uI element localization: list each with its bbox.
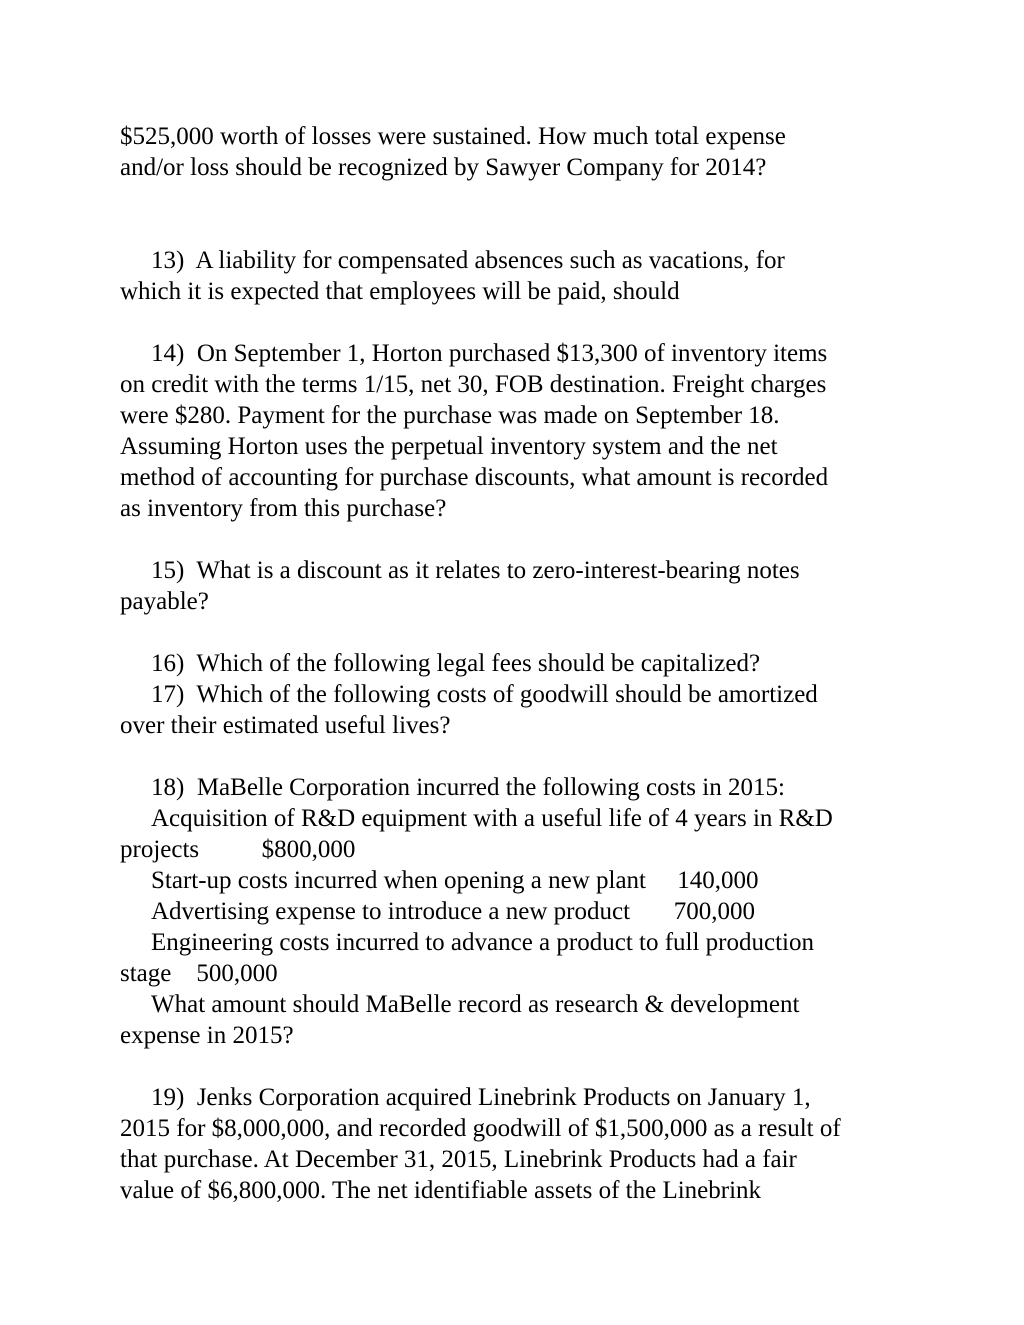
text-line: method of accounting for purchase discounts, what amount is recorded: [120, 464, 829, 491]
question-18: [120, 772, 910, 1051]
question-16: [120, 648, 910, 679]
text-line: that purchase. At December 31, 2015, Linebrink Products had a fair: [120, 1146, 797, 1173]
question-15-text: 15) What is a discount as it relates to zero-interest-bearing notes: [151, 557, 800, 584]
text-line: and/or loss should be recognized by Sawyer Company for 2014?: [120, 154, 767, 181]
text-line: stage 500,000: [120, 960, 278, 987]
question-18-prompt: What amount should MaBelle record as research & development: [151, 991, 800, 1018]
text-line: $525,000 worth of losses were sustained. How much total expense: [120, 123, 786, 150]
text-line: value of $6,800,000. The net identifiable assets of the Linebrink: [120, 1177, 762, 1204]
text-line: as inventory from this purchase?: [120, 495, 447, 522]
question-17: [120, 679, 910, 741]
question-13-text: 13) A liability for compensated absences such as vacations, for: [151, 247, 785, 274]
text-line: which it is expected that employees will be paid, should: [120, 278, 680, 305]
question-19-text: 19) Jenks Corporation acquired Linebrink Products on January 1,: [151, 1084, 811, 1111]
intro-paragraph: [120, 121, 910, 183]
text-line: projects $800,000: [120, 836, 356, 863]
cost-item-startup: Start-up costs incurred when opening a new plant 140,000: [151, 867, 759, 894]
cost-item-rd-equipment: Acquisition of R&D equipment with a useful life of 4 years in R&D: [151, 805, 833, 832]
text-line: were $280. Payment for the purchase was made on September 18.: [120, 402, 780, 429]
question-15: [120, 555, 910, 617]
text-line: payable?: [120, 588, 209, 615]
question-14: [120, 338, 910, 524]
question-14-text: 14) On September 1, Horton purchased $13,300 of inventory items: [151, 340, 828, 367]
text-line: over their estimated useful lives?: [120, 712, 451, 739]
cost-item-engineering: Engineering costs incurred to advance a product to full production: [151, 929, 814, 956]
text-line: expense in 2015?: [120, 1022, 294, 1049]
question-17-text: 17) Which of the following costs of goodwill should be amortized: [151, 681, 818, 708]
question-19: [120, 1082, 910, 1206]
document-body: [120, 121, 910, 1206]
text-line: on credit with the terms 1/15, net 30, FOB destination. Freight charges: [120, 371, 827, 398]
question-18-text: 18) MaBelle Corporation incurred the following costs in 2015:: [151, 774, 785, 801]
question-13: [120, 245, 910, 307]
text-line: 2015 for $8,000,000, and recorded goodwill of $1,500,000 as a result of: [120, 1115, 841, 1142]
question-16-text: 16) Which of the following legal fees should be capitalized?: [151, 650, 761, 677]
text-line: Assuming Horton uses the perpetual inventory system and the net: [120, 433, 778, 460]
cost-item-advertising: Advertising expense to introduce a new product 700,000: [151, 898, 756, 925]
